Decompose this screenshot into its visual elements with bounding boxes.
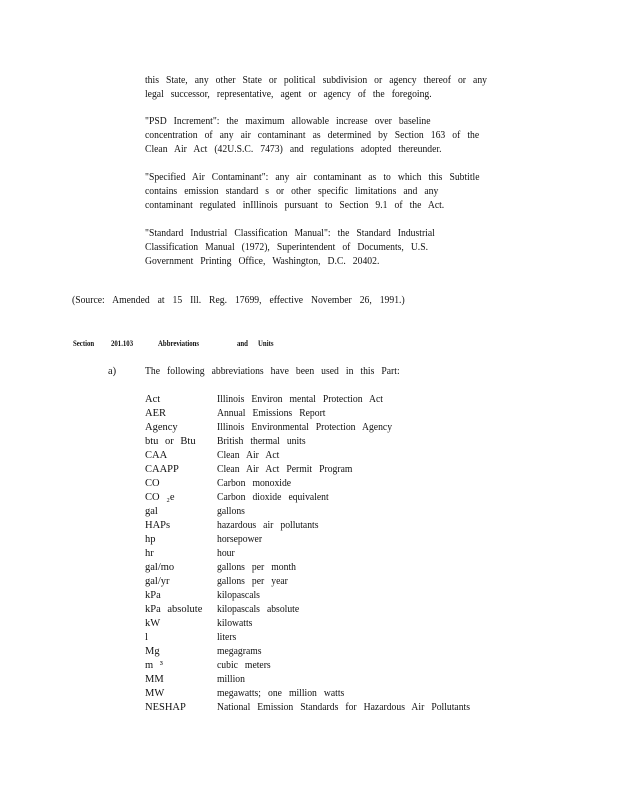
text-line: this State, any other State or political subdivision or agency thereof or any: [145, 75, 487, 86]
abbreviation-definition: National Emission Standards for Hazardous Air Pollutants: [217, 702, 470, 713]
abbreviation-term: Act: [145, 394, 161, 405]
section-number: 201.103: [111, 339, 134, 348]
abbreviation-term: HAPs: [145, 520, 171, 531]
abbreviation-term: btu or Btu: [145, 436, 196, 447]
abbreviation-definition: British thermal units: [217, 436, 306, 447]
text-line: Classification Manual (1972), Superintendent of Documents, U.S.: [145, 242, 429, 253]
abbreviation-term: gal/mo: [145, 562, 175, 573]
list-item-text: The following abbreviations have been used in this Part:: [145, 366, 400, 377]
abbreviation-definition: cubic meters: [217, 660, 271, 671]
text-line: "Specified Air Contaminant": any air contaminant as to which this Subtitle: [145, 172, 480, 183]
abbreviation-term: CAA: [145, 450, 168, 461]
abbreviation-definition: Clean Air Act Permit Program: [217, 464, 353, 475]
abbreviation-term: CAAPP: [145, 464, 179, 475]
abbreviation-term: Agency: [145, 422, 178, 433]
abbreviation-term: MW: [145, 688, 165, 699]
abbreviation-term: hp: [145, 534, 156, 545]
abbreviation-term: m ³: [145, 660, 163, 671]
abbreviation-definition: Clean Air Act: [217, 450, 280, 461]
section-title-word: Abbreviations: [158, 339, 200, 348]
section-label: Section: [73, 339, 95, 348]
abbreviation-term: AER: [145, 408, 166, 419]
abbreviation-term: CO ₂e: [145, 492, 175, 503]
abbreviation-definition: horsepower: [217, 534, 263, 545]
abbreviation-definition: Carbon dioxide equivalent: [217, 492, 329, 503]
abbreviation-definition: kilopascals: [217, 590, 260, 601]
section-title-word: Units: [258, 339, 274, 348]
abbreviation-definition: gallons per year: [217, 576, 288, 587]
abbreviation-definition: Illinois Environ mental Protection Act: [217, 394, 383, 405]
abbreviation-term: kPa absolute: [145, 604, 203, 615]
text-line: contaminant regulated inIllinois pursuant to Section 9.1 of the Act.: [145, 200, 445, 211]
abbreviation-definition: gallons: [217, 506, 245, 517]
abbreviation-term: kPa: [145, 590, 161, 601]
definition-psd-increment: [145, 115, 480, 157]
abbreviation-definition: megagrams: [217, 646, 262, 657]
abbreviation-term: NESHAP: [145, 702, 186, 713]
abbreviation-definition: gallons per month: [217, 562, 296, 573]
abbreviation-definition: Carbon monoxide: [217, 478, 292, 489]
abbreviation-term: MM: [145, 674, 164, 685]
text-line: legal successor, representative, agent or agency of the foregoing.: [145, 89, 432, 100]
text-line: "Standard Industrial Classification Manual": the Standard Industrial: [145, 228, 435, 239]
abbreviation-definition: million: [217, 674, 245, 685]
abbreviation-term: l: [145, 632, 148, 643]
abbreviation-definition: kilopascals absolute: [217, 604, 300, 615]
text-line: Government Printing Office, Washington, D.C. 20402.: [145, 256, 380, 267]
abbreviation-definition: hour: [217, 548, 235, 559]
text-line: concentration of any air contaminant as determined by Section 163 of the: [145, 130, 480, 141]
abbreviation-definition: liters: [217, 632, 237, 643]
list-marker: a): [108, 366, 117, 377]
abbreviation-term: gal/yr: [145, 576, 170, 587]
abbreviation-definition: hazardous air pollutants: [217, 520, 319, 531]
abbreviation-definition: megawatts; one million watts: [217, 688, 345, 699]
abbreviation-term: hr: [145, 548, 154, 559]
abbreviation-term: CO: [145, 478, 160, 489]
abbreviation-term: Mg: [145, 646, 160, 657]
abbreviation-term: kW: [145, 618, 161, 629]
section-title-word: and: [237, 339, 248, 348]
definition-paragraph: [145, 74, 487, 102]
abbreviation-definition: Illinois Environmental Protection Agency: [217, 422, 393, 433]
abbreviation-definition: Annual Emissions Report: [217, 408, 326, 419]
definition-specified-air-contaminant: [145, 171, 480, 213]
abbreviation-term: gal: [145, 506, 158, 517]
definition-standard-industrial-classification-manual: [145, 227, 476, 269]
text-line: "PSD Increment": the maximum allowable increase over baseline: [145, 116, 431, 127]
text-line: Clean Air Act (42U.S.C. 7473) and regulations adopted thereunder.: [145, 144, 442, 155]
abbreviation-definition: kilowatts: [217, 618, 253, 629]
text-line: contains emission standard s or other specific limitations and any: [145, 186, 439, 197]
source-note: (Source: Amended at 15 Ill. Reg. 17699, effective November 26, 1991.): [72, 295, 405, 306]
